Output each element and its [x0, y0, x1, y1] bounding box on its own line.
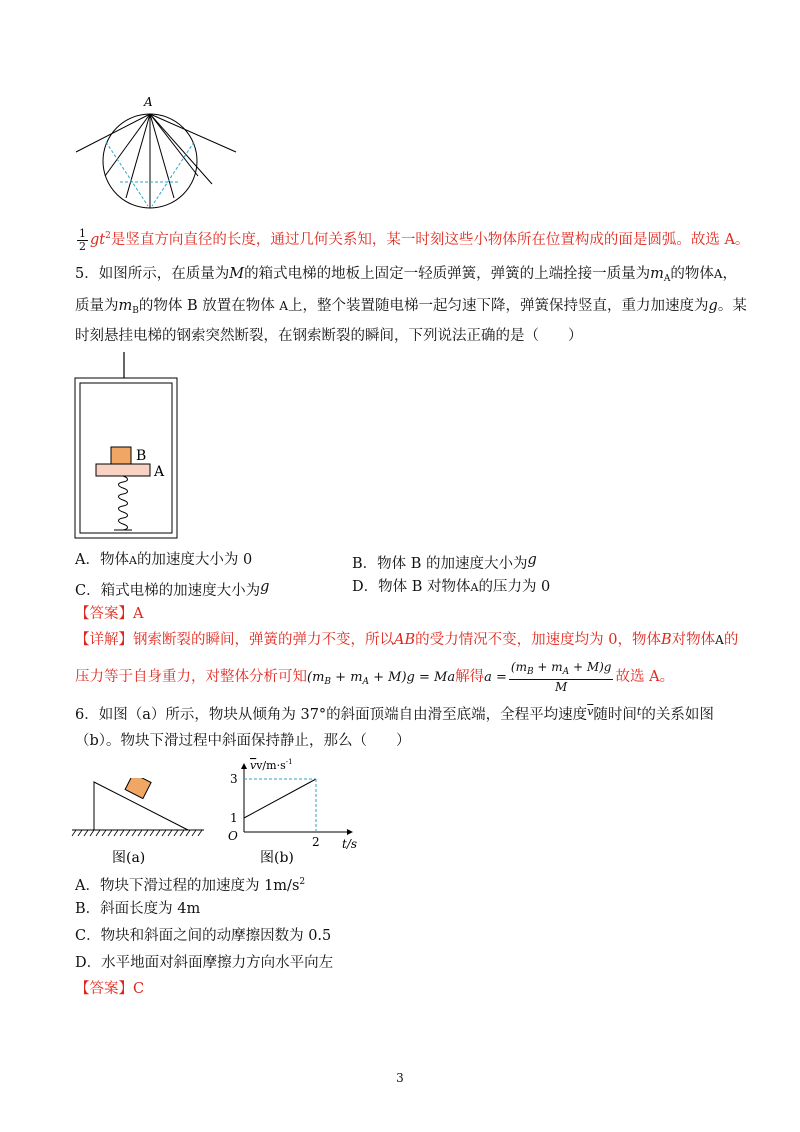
- symbol-AB: AB: [394, 632, 416, 648]
- text: 的受力情况不变，加速度均为 0，物体: [415, 632, 661, 648]
- exponent: 2: [105, 231, 111, 241]
- symbol-vbar: v: [587, 705, 594, 718]
- text: 5．如图所示，在质量为: [75, 266, 230, 282]
- frac-denominator: 2: [79, 239, 86, 253]
- text: 的: [723, 632, 739, 648]
- graph-x-tick-2: 2: [312, 835, 320, 849]
- eq-part: (m: [307, 670, 325, 685]
- text: 压力等于自身重力，对整体分析可知: [75, 669, 307, 685]
- eq2-numerator: [509, 660, 614, 680]
- symbol-g: g: [708, 298, 718, 314]
- q4-conclusion-text: 是竖直方向直径的长度，通过几何关系知，某一时刻这些小物体所在位置构成的面是圆弧。故选 A。: [110, 232, 750, 248]
- symbol-A: A: [470, 581, 479, 594]
- subscript: A: [663, 274, 671, 284]
- q5-option-b[interactable]: [352, 550, 537, 574]
- q4-conclusion: [75, 226, 749, 253]
- text: D．物体 B 对物体: [352, 579, 471, 595]
- text: 【详解】钢索断裂的瞬间，弹簧的弹力不变，所以: [75, 632, 394, 648]
- eq-part: (m: [510, 660, 527, 674]
- graph-y-tick-3: 3: [230, 772, 238, 786]
- eq-part: + m: [533, 660, 563, 674]
- text: 的箱式电梯的地板上固定一轻质弹簧，弹簧的上端拴接一质量为: [244, 266, 651, 282]
- figure-label-a: A: [144, 95, 153, 109]
- q5-answer: 【答案】A: [75, 606, 144, 622]
- symbol-A: A: [128, 554, 137, 567]
- block-a-label: A: [154, 464, 165, 480]
- text: 6．如图（a）所示，物块从倾角为 37°的斜面顶端自由滑至底端，全程平均速度: [75, 707, 588, 723]
- graph-origin: O: [228, 829, 238, 843]
- symbol-A: A: [713, 267, 723, 281]
- symbol-M: M: [229, 266, 245, 282]
- symbol-m: m: [650, 266, 664, 282]
- exponent: 2: [299, 877, 306, 887]
- q5-option-a[interactable]: [75, 550, 252, 571]
- text: 。某: [717, 298, 747, 314]
- text: 的物体: [670, 266, 714, 282]
- q6-line-2: （b）。物块下滑过程中斜面保持静止，那么（ ）: [75, 733, 411, 749]
- symbol-g: g: [260, 579, 270, 595]
- q6-answer: 【答案】C: [75, 981, 145, 997]
- q5-line-2: [75, 296, 747, 321]
- q5-detail-line-1: [75, 630, 738, 650]
- q6-option-c[interactable]: C．物块和斜面之间的动摩擦因数为 0.5: [75, 928, 332, 944]
- text: 的压力为 0: [478, 579, 551, 595]
- symbol-A: A: [715, 633, 724, 647]
- symbol-m: m: [118, 298, 133, 314]
- graph-y-tick-1: 1: [230, 811, 238, 825]
- circle-chords-figure: [70, 92, 240, 210]
- block-b-label: B: [136, 448, 147, 464]
- text: 解得: [455, 669, 485, 685]
- eq2-denominator: M: [555, 680, 568, 694]
- text: 的物体 B 放置在物体: [138, 298, 275, 314]
- text: A．物块下滑过程的加速度为 1m/s: [75, 878, 300, 894]
- q6-line-1: [75, 702, 714, 725]
- symbol-t: t: [636, 705, 642, 718]
- symbol-A: A: [279, 299, 289, 313]
- incline-figure: [70, 778, 210, 870]
- text: 随时间: [593, 707, 637, 723]
- fig-a-caption: 图(a): [112, 850, 146, 866]
- eq-sub: A: [362, 677, 370, 687]
- q5-option-c[interactable]: [75, 577, 269, 601]
- symbol-B: B: [660, 632, 672, 648]
- page-number: 3: [396, 1071, 404, 1085]
- eq2-fraction: [509, 660, 614, 694]
- symbol-t: t: [99, 232, 106, 248]
- q5-line-3: 时刻悬挂电梯的钢索突然断裂，在钢索断裂的瞬间，下列说法正确的是（ ）: [75, 328, 583, 344]
- text: 质量为: [75, 298, 119, 314]
- text: 的关系如图: [641, 707, 714, 723]
- elevator-figure: [74, 352, 184, 542]
- eq-part: + M)g = Ma: [369, 670, 456, 685]
- text: 的加速度大小为 0: [136, 552, 253, 568]
- q6-option-d[interactable]: D．水平地面对斜面摩擦力方向水平向左: [75, 955, 334, 971]
- eq-sub: B: [324, 677, 332, 687]
- symbol-g: g: [527, 552, 537, 568]
- text: C．箱式电梯的加速度大小为: [75, 583, 261, 599]
- q6-option-a[interactable]: [75, 872, 305, 896]
- text: B．物体 B 的加速度大小为: [352, 556, 528, 572]
- text: 故选 A。: [615, 669, 675, 685]
- q6-option-b[interactable]: B．斜面长度为 4m: [75, 901, 201, 917]
- q5-option-d[interactable]: [352, 577, 550, 598]
- eq2-lhs: a =: [484, 670, 507, 685]
- text: A．物体: [75, 552, 129, 568]
- text: 对物体: [671, 632, 716, 648]
- eq-sub: B: [526, 667, 534, 677]
- text: 上，整个装置随电梯一起匀速下降，弹簧保持竖直，重力加速度为: [288, 298, 709, 314]
- q5-detail-line-2: [75, 660, 674, 694]
- half-fraction: [77, 228, 88, 253]
- fig-b-caption: 图(b): [260, 850, 294, 866]
- eq-part: + M)g: [569, 660, 612, 674]
- q5-line-1: [75, 264, 737, 289]
- eq-sub: A: [562, 667, 570, 677]
- text: ，: [722, 266, 738, 282]
- symbol-g: g: [90, 232, 100, 248]
- frac-numerator: 1: [79, 226, 86, 240]
- eq-part: + m: [331, 670, 363, 685]
- graph-y-label: $vv/m\cdot s^{-1}$: [250, 758, 293, 772]
- graph-x-label: t/s: [342, 837, 358, 851]
- equation-1: [307, 670, 455, 685]
- graph-line: [244, 779, 316, 818]
- subscript: B: [132, 306, 139, 316]
- velocity-time-graph: [224, 756, 374, 868]
